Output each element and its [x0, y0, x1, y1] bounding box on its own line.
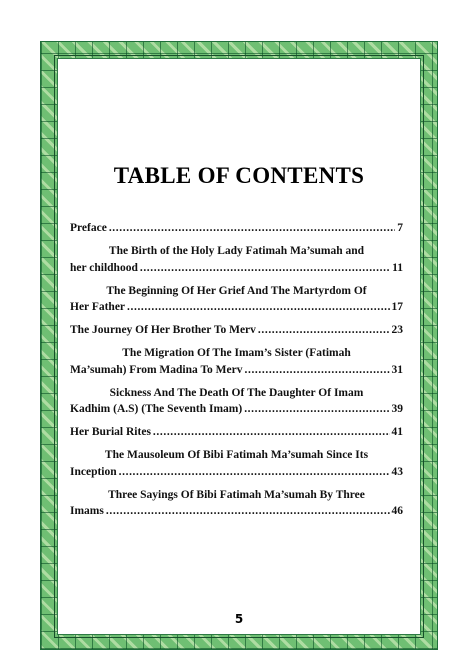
toc-entry-title: Inception	[70, 465, 117, 478]
toc-entry-page: 43	[391, 465, 403, 478]
toc-entry-title-line1: The Mausoleum Of Bibi Fatimah Ma’sumah Since Its	[104, 449, 369, 461]
dot-leader	[153, 424, 390, 441]
dot-leader	[140, 260, 390, 277]
toc-entry-title: Preface	[70, 222, 107, 234]
toc-entry-mausoleum	[70, 447, 403, 480]
toc-entry-page: 17	[391, 301, 403, 313]
page-number: 5	[234, 612, 244, 626]
toc-entry-page: 23	[391, 324, 403, 336]
toc-list	[70, 220, 403, 526]
toc-entry-title: Her Father	[70, 301, 126, 313]
page-content	[57, 58, 421, 635]
dot-leader	[127, 299, 389, 316]
dot-leader	[109, 220, 395, 237]
toc-entry-sickness	[70, 385, 403, 418]
toc-entry-journey	[70, 322, 403, 339]
toc-entry-page: 7	[397, 222, 403, 234]
toc-entry-title: The Journey Of Her Brother To Merv	[70, 324, 256, 336]
dot-leader	[106, 503, 390, 520]
toc-entry-title: Imams	[70, 505, 104, 517]
dot-leader	[258, 322, 390, 339]
toc-entry-title-line1: The Birth of the Holy Lady Fatimah Ma’sumah and	[108, 245, 365, 257]
toc-entry-page: 11	[392, 261, 403, 274]
toc-entry-title: Her Burial Rites	[70, 426, 151, 438]
toc-entry-title-line1: Sickness And The Death Of The Daughter Of Imam	[109, 386, 364, 399]
toc-entry-page: 31	[391, 363, 403, 376]
toc-entry-title-line1: The Migration Of The Imam’s Sister (Fatimah	[122, 347, 351, 359]
toc-entry-title-line1: The Beginning Of Her Grief And The Martyrdom Of	[106, 284, 367, 297]
toc-entry-title: Kadhim (A.S) (The Seventh Imam)	[70, 403, 243, 415]
toc-entry-title-line1: Three Sayings Of Bibi Fatimah Ma’sumah By Three	[108, 488, 365, 501]
toc-entry-page: 41	[391, 426, 403, 438]
toc-entry-birth	[70, 243, 403, 276]
toc-entry-sayings	[70, 487, 403, 520]
toc-entry-title: Ma’sumah) From Madina To Merv	[70, 363, 243, 376]
dot-leader	[245, 362, 390, 379]
toc-entry-migration	[70, 345, 403, 378]
toc-entry-title: her childhood	[70, 261, 138, 274]
toc-entry-page: 39	[391, 403, 403, 415]
toc-entry-grief	[70, 283, 403, 316]
dot-leader	[244, 401, 389, 418]
page-title: TABLE OF CONTENTS	[113, 163, 365, 188]
dot-leader	[119, 464, 390, 481]
toc-entry-burial	[70, 424, 403, 441]
toc-entry-preface	[70, 220, 403, 237]
toc-entry-page: 46	[391, 505, 403, 517]
